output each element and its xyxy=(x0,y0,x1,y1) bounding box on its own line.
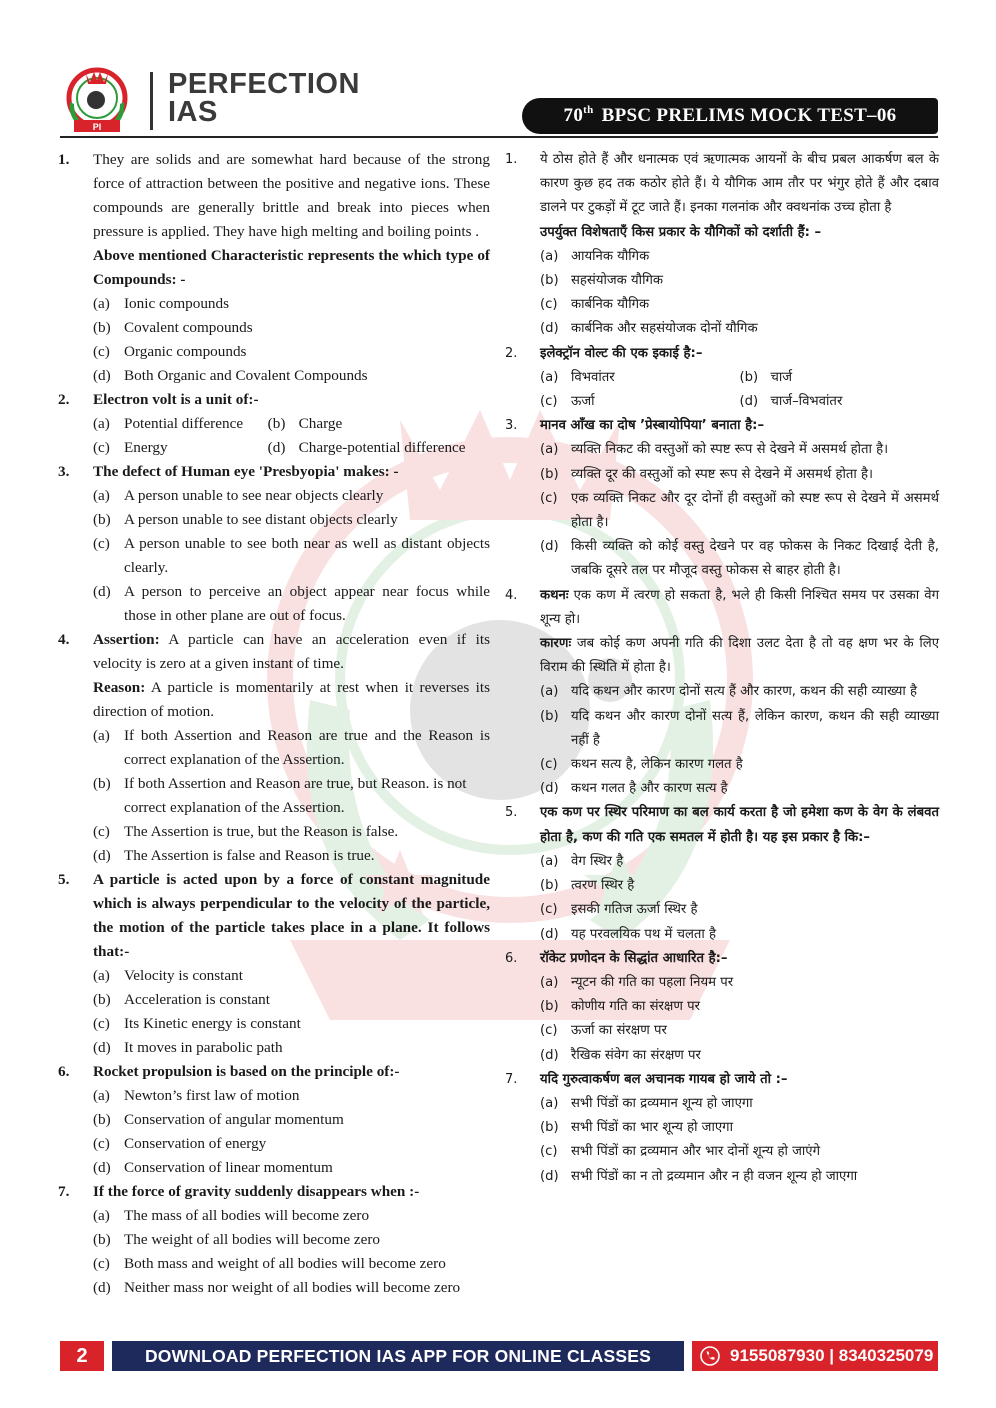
question-number: 4. xyxy=(58,631,70,648)
option-text: A person unable to see both near as well as distant objects clearly. xyxy=(124,535,490,576)
option-label: (b) xyxy=(540,708,559,724)
option-label: (d) xyxy=(93,847,111,864)
option-label: (b) xyxy=(540,878,559,894)
option-text: Ionic compounds xyxy=(124,295,230,312)
option-d xyxy=(93,844,490,868)
option-label: (a) xyxy=(93,487,110,504)
question-stem: एक कण पर स्थिर परिमाण का बल कार्य करता है जो हमेशा कण के वेग के लंबवत होता है, कण की गति एक समतल में होती है। यह इस प्रकार है कि:– xyxy=(540,805,939,845)
question-stem: The defect of Human eye 'Presbyopia' makes: - xyxy=(93,463,399,480)
option-d xyxy=(93,580,490,628)
option-label: (d) xyxy=(739,394,759,410)
question-6-en xyxy=(58,1060,490,1180)
option-text: Acceleration is constant xyxy=(124,991,270,1008)
option-text: कोणीय गति का संरक्षण पर xyxy=(571,999,700,1015)
option-label: (b) xyxy=(540,466,559,482)
reason xyxy=(540,632,939,680)
option-b xyxy=(93,1108,490,1132)
option-text: सहसंयोजक यौगिक xyxy=(571,273,664,289)
reason-label: Reason: xyxy=(93,679,146,696)
option-label: (d) xyxy=(540,781,559,797)
option-label: (c) xyxy=(540,394,558,410)
option-d xyxy=(93,1156,490,1180)
option-label: (b) xyxy=(93,1111,111,1128)
option-text: कार्बनिक और सहसंयोजक दोनों यौगिक xyxy=(571,321,758,337)
option-a xyxy=(93,1084,490,1108)
option-label: (c) xyxy=(540,902,558,918)
option-a xyxy=(93,292,490,316)
option-label: (a) xyxy=(540,1095,559,1111)
option-c xyxy=(540,753,939,777)
option-text: Its Kinetic energy is constant xyxy=(124,1015,301,1032)
option-a xyxy=(93,1204,490,1228)
reason-text: जब कोई कण अपनी गति की दिशा उलट देता है तो वह क्षण भर के लिए विराम की स्थिति में होता है। xyxy=(540,636,939,676)
option-c xyxy=(540,293,939,317)
option-b xyxy=(93,1228,490,1252)
option-text: ऊर्जा का संरक्षण पर xyxy=(571,1023,667,1039)
hindi-column xyxy=(505,148,939,1189)
option-text: किसी व्यक्ति को कोई वस्तु देखने पर वह फोकस के निकट दिखाई देती है, जबकि दूसरे तल पर मौजूद वस्तु फोकस से बाहर होती है। xyxy=(571,539,939,579)
question-number: 5. xyxy=(58,871,70,888)
test-title-badge xyxy=(522,98,938,134)
option-text: इसकी गतिज ऊर्जा स्थिर है xyxy=(571,902,698,918)
question-number: 7. xyxy=(58,1183,70,1200)
option-text: सभी पिंडों का द्रव्यमान शून्य हो जाएगा xyxy=(571,1095,753,1111)
option-label: (a) xyxy=(93,415,110,432)
phone-icon xyxy=(700,1346,720,1366)
option-text: व्यक्ति निकट की वस्तुओं को स्पष्ट रूप से देखने में असमर्थ होता है। xyxy=(571,442,889,458)
option-label: (a) xyxy=(93,1087,110,1104)
option-d xyxy=(540,317,939,341)
contact-phones[interactable] xyxy=(692,1341,938,1371)
option-b xyxy=(93,316,490,340)
option-c xyxy=(93,1252,490,1276)
option-label: (a) xyxy=(540,684,559,700)
assertion xyxy=(93,628,490,676)
question-1-hi xyxy=(505,148,939,342)
option-b xyxy=(93,508,490,532)
option-d xyxy=(93,1276,490,1300)
brand-line-1: PERFECTION xyxy=(168,68,360,100)
option-label: (a) xyxy=(540,853,559,869)
option-text: The mass of all bodies will become zero xyxy=(124,1207,370,1224)
option-b xyxy=(740,366,940,390)
option-a xyxy=(540,438,939,462)
question-2-hi xyxy=(505,342,939,415)
question-stem: If the force of gravity suddenly disappears when :- xyxy=(93,1183,420,1200)
option-label: (d) xyxy=(267,439,286,456)
options-row xyxy=(540,366,939,390)
option-b xyxy=(540,269,939,293)
option-text: वेग स्थिर है xyxy=(571,853,624,869)
option-label: (c) xyxy=(540,297,558,313)
option-c xyxy=(93,820,490,844)
reason-text: A particle is momentarily at rest when it reverses its direction of motion. xyxy=(93,679,490,720)
option-b xyxy=(540,874,939,898)
option-label: (b) xyxy=(93,319,111,336)
option-text: ऊर्जा xyxy=(571,394,595,410)
option-b xyxy=(268,412,490,436)
option-b xyxy=(540,1116,939,1140)
option-text: Newton’s first law of motion xyxy=(124,1087,300,1104)
option-label: (d) xyxy=(540,926,559,942)
option-label: (a) xyxy=(93,967,110,984)
option-text: If both Assertion and Reason are true and the Reason is correct explanation of the Assertion. xyxy=(124,727,490,768)
option-c xyxy=(93,340,490,364)
option-label: (b) xyxy=(93,775,111,792)
question-number: 5. xyxy=(505,805,518,821)
question-5-hi xyxy=(505,801,939,946)
option-text: व्यक्ति दूर की वस्तुओं को स्पष्ट रूप से देखने में असमर्थ होता है। xyxy=(571,466,874,482)
option-label: (b) xyxy=(540,1120,559,1136)
assertion-label: Assertion: xyxy=(93,631,160,648)
question-stem: A particle is acted upon by a force of constant magnitude which is always perpendicular to the velocity of the particle, the motion of the particle takes place in a plane. It follows that:- xyxy=(93,871,490,960)
option-text: Organic compounds xyxy=(124,343,247,360)
option-label: (c) xyxy=(93,1015,110,1032)
option-a xyxy=(93,964,490,988)
question-stem: मानव आँख का दोष ’प्रेस्बायोपिया’ बनाता है:– xyxy=(540,418,765,434)
option-text: If both Assertion and Reason are true, but Reason. is not correct explanation of the Assertion. xyxy=(124,775,467,816)
option-a xyxy=(93,484,490,508)
option-text: Conservation of linear momentum xyxy=(124,1159,333,1176)
option-label: (d) xyxy=(93,367,111,384)
option-label: (a) xyxy=(93,727,110,744)
option-b xyxy=(540,705,939,753)
question-6-hi xyxy=(505,947,939,1068)
option-c xyxy=(93,436,268,460)
option-text: Charge-potential difference xyxy=(298,439,466,456)
header-rule xyxy=(60,136,938,138)
option-a xyxy=(540,366,740,390)
option-d xyxy=(540,777,939,801)
brand-line-2: IAS xyxy=(168,96,218,128)
option-a xyxy=(540,971,939,995)
option-c xyxy=(540,898,939,922)
options-row xyxy=(93,436,490,460)
option-text: कार्बनिक यौगिक xyxy=(571,297,650,313)
question-1-en xyxy=(58,148,490,388)
download-app-banner[interactable]: DOWNLOAD PERFECTION IAS APP FOR ONLINE CLASSES xyxy=(112,1341,684,1371)
option-c xyxy=(93,1132,490,1156)
option-d xyxy=(93,1036,490,1060)
option-text: A person unable to see near objects clearly xyxy=(124,487,384,504)
option-text: Charge xyxy=(298,415,343,432)
question-stem: रॉकेट प्रणोदन के सिद्धांत आधारित है:– xyxy=(540,950,728,966)
question-2-en xyxy=(58,388,490,460)
option-label: (a) xyxy=(540,248,559,264)
option-a xyxy=(540,245,939,269)
question-number: 1. xyxy=(505,152,518,167)
assertion xyxy=(540,584,939,632)
option-label: (a) xyxy=(540,974,559,990)
option-b xyxy=(93,772,490,820)
test-title-number: 70 xyxy=(563,105,584,126)
option-text: Energy xyxy=(124,439,168,456)
option-text: कथन गलत है और कारण सत्य है xyxy=(571,781,728,797)
english-column xyxy=(58,148,490,1300)
option-text: A person unable to see distant objects clearly xyxy=(124,511,398,528)
option-text: यदि कथन और कारण दोनों सत्य हैं और कारण, कथन की सही व्याख्या है xyxy=(571,684,917,700)
option-label: (b) xyxy=(540,999,559,1015)
option-text: सभी पिंडों का द्रव्यमान और भार दोनों शून्य हो जाएंगे xyxy=(571,1144,820,1160)
option-text: The Assertion is true, but the Reason is false. xyxy=(124,823,399,840)
options-row xyxy=(540,390,939,414)
question-passage: They are solids and are somewhat hard because of the strong force of attraction between the positive and negative ions. These compounds are generally brittle and break into pieces when pressure is applied. They have high melting and boiling points . xyxy=(93,151,490,240)
option-c xyxy=(540,1140,939,1164)
option-c xyxy=(540,1019,939,1043)
option-label: (c) xyxy=(93,1135,110,1152)
question-4-hi xyxy=(505,584,939,802)
question-7-hi xyxy=(505,1068,939,1189)
option-text: Potential difference xyxy=(124,415,244,432)
question-7-en xyxy=(58,1180,490,1300)
assertion-text: A particle can have an acceleration even if its velocity is zero at a given instant of time. xyxy=(93,631,490,672)
option-c xyxy=(93,1012,490,1036)
option-label: (d) xyxy=(540,1047,559,1063)
option-text: एक व्यक्ति निकट और दूर दोनों ही वस्तुओं को स्पष्ट रूप से देखने में असमर्थ होता है। xyxy=(571,490,939,531)
option-text: न्यूटन की गति का पहला नियम पर xyxy=(571,974,734,990)
option-d xyxy=(93,364,490,388)
option-c xyxy=(540,390,740,414)
svg-text:PI: PI xyxy=(92,122,102,132)
option-d xyxy=(540,923,939,947)
question-3-en xyxy=(58,460,490,628)
question-number: 2. xyxy=(58,391,70,408)
option-d xyxy=(540,535,939,583)
option-text: Covalent compounds xyxy=(124,319,253,336)
question-stem: उपर्युक्त विशेषताएँ किस प्रकार के यौगिकों को दर्शाती हैं: – xyxy=(540,224,822,240)
option-label: (a) xyxy=(93,295,110,312)
question-stem: Above mentioned Characteristic represents the which type of Compounds: - xyxy=(93,247,490,288)
option-text: Conservation of angular momentum xyxy=(124,1111,344,1128)
option-text: Neither mass nor weight of all bodies will become zero xyxy=(124,1279,461,1296)
option-text: Conservation of energy xyxy=(124,1135,267,1152)
option-text: सभी पिंडों का भार शून्य हो जाएगा xyxy=(571,1120,734,1136)
question-5-en xyxy=(58,868,490,1060)
question-number: 7. xyxy=(505,1071,518,1087)
option-label: (b) xyxy=(540,273,559,289)
option-c xyxy=(540,487,939,535)
option-label: (d) xyxy=(93,583,111,600)
page-header xyxy=(0,0,996,140)
page-number: 2 xyxy=(60,1341,104,1371)
option-a xyxy=(540,850,939,874)
option-text: सभी पिंडों का न तो द्रव्यमान और न ही वजन शून्य हो जाएगा xyxy=(571,1168,858,1184)
option-label: (d) xyxy=(540,539,559,555)
option-label: (c) xyxy=(540,757,558,773)
option-text: यदि कथन और कारण दोनों सत्य हैं, लेकिन कारण, कथन की सही व्याख्या नहीं है xyxy=(571,708,939,748)
option-label: (c) xyxy=(540,1023,558,1039)
option-a xyxy=(540,680,939,704)
option-text: चार्ज xyxy=(770,369,793,385)
question-number: 2. xyxy=(505,345,518,361)
option-label: (b) xyxy=(267,415,286,432)
question-number: 1. xyxy=(58,151,70,168)
option-text: A person to perceive an object appear near focus while those in other plane are out of focus. xyxy=(124,583,490,624)
option-label: (d) xyxy=(93,1159,111,1176)
option-a xyxy=(93,724,490,772)
option-text: यह परवलयिक पथ में चलता है xyxy=(571,926,717,942)
option-label: (b) xyxy=(93,511,111,528)
question-number: 6. xyxy=(58,1063,70,1080)
page-footer xyxy=(60,1341,938,1371)
option-label: (b) xyxy=(93,991,111,1008)
question-stem: यदि गुरुत्वाकर्षण बल अचानक गायब हो जाये तो :– xyxy=(540,1071,788,1087)
option-text: The Assertion is false and Reason is true. xyxy=(124,847,375,864)
option-label: (a) xyxy=(93,1207,110,1224)
question-stem: Electron volt is a unit of:- xyxy=(93,391,259,408)
test-title-text: BPSC PRELIMS MOCK TEST–06 xyxy=(601,105,897,126)
option-label: (c) xyxy=(93,343,110,360)
question-4-en xyxy=(58,628,490,868)
option-text: रैखिक संवेग का संरक्षण पर xyxy=(571,1047,701,1063)
question-number: 6. xyxy=(505,950,518,966)
option-text: आयनिक यौगिक xyxy=(571,248,650,264)
options-row xyxy=(93,412,490,436)
question-passage: ये ठोस होते हैं और धनात्मक एवं ऋणात्मक आयनों के बीच प्रबल आकर्षण बल के कारण कुछ हद तक कठोर होते हैं। ये यौगिक आम तौर पर भंगुर होते हैं और दबाव डालने पर टुकड़ों में टूट जाते हैं। इनका गलनांक और क्वथनांक उच्च होता है xyxy=(540,152,939,216)
option-a xyxy=(93,412,268,436)
question-number: 4. xyxy=(505,587,518,603)
assertion-label: कथनः xyxy=(540,587,569,603)
perfection-ias-logo xyxy=(60,66,134,134)
option-text: The weight of all bodies will become zero xyxy=(124,1231,380,1248)
reason-label: कारणः xyxy=(540,636,572,652)
option-text: It moves in parabolic path xyxy=(124,1039,283,1056)
option-d xyxy=(740,390,940,414)
option-a xyxy=(540,1092,939,1116)
brand-name xyxy=(168,70,360,126)
option-b xyxy=(93,988,490,1012)
option-d xyxy=(540,1165,939,1189)
option-text: कथन सत्य है, लेकिन कारण गलत है xyxy=(571,757,743,773)
option-b xyxy=(540,995,939,1019)
option-text: त्वरण स्थिर है xyxy=(571,878,635,894)
option-d xyxy=(540,1044,939,1068)
question-number: 3. xyxy=(505,418,518,434)
option-d xyxy=(268,436,490,460)
option-label: (c) xyxy=(540,1144,558,1160)
question-number: 3. xyxy=(58,463,70,480)
option-label: (d) xyxy=(540,321,559,337)
option-label: (c) xyxy=(93,535,110,552)
option-text: Both Organic and Covalent Compounds xyxy=(124,367,368,384)
option-label: (a) xyxy=(540,369,559,385)
question-3-hi xyxy=(505,414,939,583)
option-label: (c) xyxy=(93,823,110,840)
option-label: (b) xyxy=(739,369,759,385)
assertion-text: एक कण में त्वरण हो सकता है, भले ही किसी निश्चित समय पर उसका वेग शून्य हो। xyxy=(540,587,940,627)
option-label: (a) xyxy=(540,442,559,458)
reason xyxy=(93,676,490,724)
option-label: (c) xyxy=(540,490,558,506)
option-label: (d) xyxy=(93,1039,111,1056)
option-label: (d) xyxy=(93,1279,111,1296)
option-text: विभवांतर xyxy=(571,369,615,385)
option-label: (d) xyxy=(540,1168,559,1184)
option-label: (c) xyxy=(93,439,110,456)
option-label: (b) xyxy=(93,1231,111,1248)
brand-divider xyxy=(150,72,153,130)
option-b xyxy=(540,463,939,487)
option-text: Both mass and weight of all bodies will become zero xyxy=(124,1255,446,1272)
test-title-ordinal: th xyxy=(583,104,594,116)
question-stem: इलेक्ट्रॉन वोल्ट की एक इकाई है:– xyxy=(540,345,703,361)
option-text: Velocity is constant xyxy=(124,967,243,984)
question-stem: Rocket propulsion is based on the principle of:- xyxy=(93,1063,400,1080)
phone-numbers: 9155087930 | 8340325079 xyxy=(730,1346,934,1365)
option-c xyxy=(93,532,490,580)
option-text: चार्ज–विभवांतर xyxy=(770,394,843,410)
option-label: (c) xyxy=(93,1255,110,1272)
